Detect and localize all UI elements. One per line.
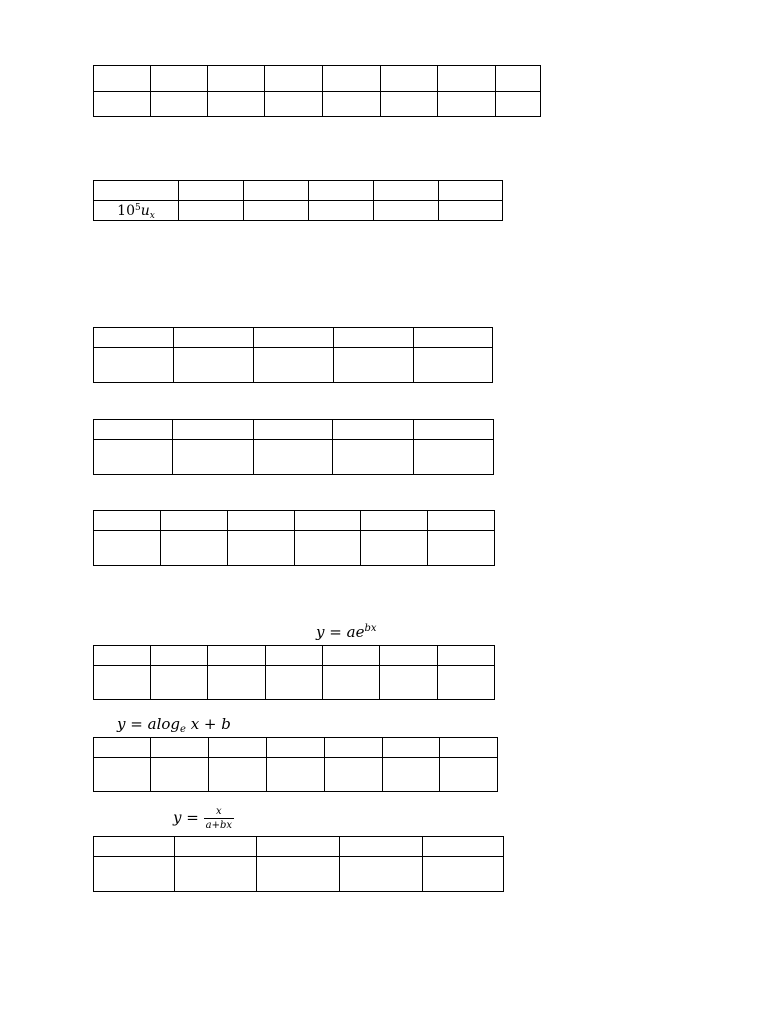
table-cell [383, 758, 440, 792]
table-cell [361, 531, 428, 566]
table-cell [173, 420, 254, 440]
table-cell [94, 348, 174, 383]
table-cell [94, 646, 151, 666]
table-cell [295, 531, 361, 566]
table-cell [340, 857, 423, 892]
table-cell [94, 531, 161, 566]
data-table-1 [93, 65, 541, 117]
table-cell [151, 666, 208, 700]
table-cell [309, 181, 374, 201]
table-cell [94, 420, 173, 440]
table-cell [94, 181, 179, 201]
table-cell [334, 328, 414, 348]
table-cell [151, 92, 208, 117]
table-cell [254, 328, 334, 348]
table-cell [438, 66, 496, 92]
table-cell [244, 181, 309, 201]
table-cell [174, 348, 254, 383]
table-cell [423, 857, 504, 892]
data-table-3 [93, 327, 493, 383]
table-cell [244, 201, 309, 221]
table-cell [94, 758, 151, 792]
table-cell [438, 666, 495, 700]
table-cell [94, 666, 151, 700]
table-cell [323, 666, 380, 700]
table-cell [423, 837, 504, 857]
table-cell [94, 738, 151, 758]
table-cell [174, 328, 254, 348]
table-cell [257, 837, 340, 857]
table-cell [267, 738, 325, 758]
table-cell [374, 201, 439, 221]
table-cell [266, 666, 323, 700]
table-cell [414, 440, 494, 475]
table-cell [438, 646, 495, 666]
table-cell [383, 738, 440, 758]
table-cell [414, 420, 494, 440]
data-table-7 [93, 737, 498, 792]
table-cell [380, 666, 438, 700]
table-cell [94, 857, 175, 892]
row-label-10e5-ux: $10^5u_x$ [94, 201, 179, 221]
table-cell [179, 201, 244, 221]
table-cell [334, 348, 414, 383]
table-cell [380, 646, 438, 666]
table-cell [309, 201, 374, 221]
table-cell [267, 758, 325, 792]
table-cell [361, 511, 428, 531]
data-table-2 [93, 180, 503, 221]
table-cell [438, 92, 496, 117]
table-cell [151, 758, 209, 792]
table-cell [333, 420, 414, 440]
table-cell [323, 92, 381, 117]
equation-rational: y = $\frac{x}{a+bx}$ [173, 806, 233, 831]
table-cell [428, 531, 495, 566]
table-cell [333, 440, 414, 475]
table-cell [228, 511, 295, 531]
table-cell [381, 92, 438, 117]
table-cell [208, 92, 265, 117]
table-cell [151, 646, 208, 666]
data-table-8 [93, 836, 504, 892]
table-cell [94, 511, 161, 531]
equation-logarithmic: y = alog$_e$ x + b [117, 715, 231, 735]
table-cell [381, 66, 438, 92]
table-cell [209, 738, 267, 758]
table-cell [428, 511, 495, 531]
table-cell [94, 66, 151, 92]
table-cell [175, 837, 257, 857]
table-cell [94, 837, 175, 857]
table-cell [209, 758, 267, 792]
table-cell [340, 837, 423, 857]
table-cell [266, 646, 323, 666]
table-cell [208, 66, 265, 92]
equation-exponential: $y = ae^{bx}$ [316, 623, 377, 641]
table-cell [173, 440, 254, 475]
table-cell [325, 738, 383, 758]
table-cell [254, 440, 333, 475]
table-cell [208, 646, 266, 666]
table-cell [179, 181, 244, 201]
table-cell [265, 92, 323, 117]
table-cell [295, 511, 361, 531]
table-cell [496, 92, 541, 117]
table-cell [414, 328, 493, 348]
table-cell [151, 66, 208, 92]
table-cell [161, 511, 228, 531]
data-table-5 [93, 510, 495, 566]
table-cell [374, 181, 439, 201]
table-cell [440, 738, 498, 758]
table-cell [161, 531, 228, 566]
table-cell [94, 92, 151, 117]
table-cell [323, 646, 380, 666]
table-cell [440, 758, 498, 792]
table-cell [175, 857, 257, 892]
data-table-4 [93, 419, 494, 475]
table-cell [414, 348, 493, 383]
table-cell [325, 758, 383, 792]
table-cell [496, 66, 541, 92]
table-cell [228, 531, 295, 566]
table-cell [94, 440, 173, 475]
table-cell [323, 66, 381, 92]
table-cell [151, 738, 209, 758]
table-cell [254, 420, 333, 440]
table-cell [265, 66, 323, 92]
table-cell [208, 666, 266, 700]
data-table-6 [93, 645, 495, 700]
table-cell [439, 201, 503, 221]
table-cell [94, 328, 174, 348]
fraction: $\frac{x}{a+bx}$ [205, 806, 233, 831]
table-cell [257, 857, 340, 892]
table-cell [254, 348, 334, 383]
table-cell [439, 181, 503, 201]
